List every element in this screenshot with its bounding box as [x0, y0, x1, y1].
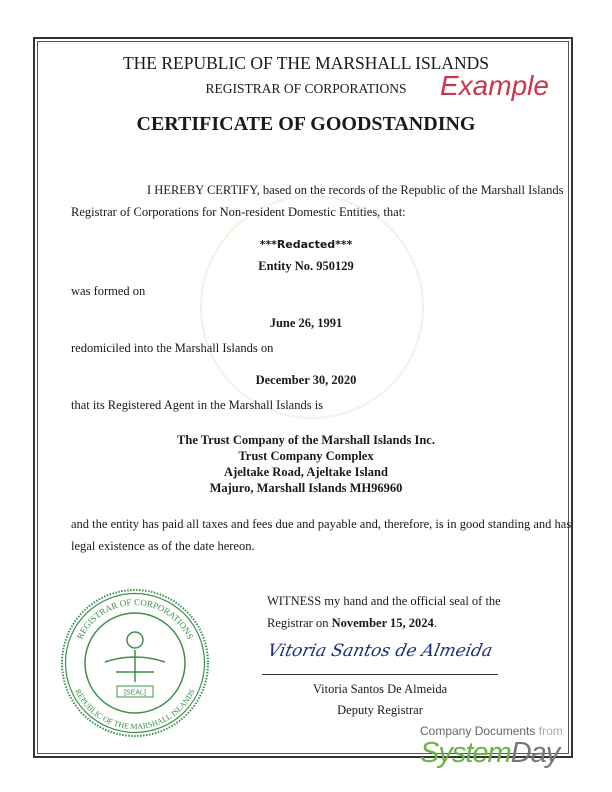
redomiciled-date: December 30, 2020 [255, 373, 357, 387]
entity-number: Entity No. 950129 [258, 259, 354, 273]
agent-address [0, 432, 612, 496]
formed-label: was formed on [71, 284, 146, 298]
intro-line-1: I HEREBY CERTIFY, based on the records of the Republic of the Marshall Islands [147, 183, 564, 197]
seal-center-label: [SEAL] [124, 689, 146, 697]
country-heading: THE REPUBLIC OF THE MARSHALL ISLANDS [122, 53, 490, 73]
witness-date: November 15, 2024 [331, 616, 434, 630]
entity-name: ***Redacted*** [259, 238, 353, 251]
logo-brand-b: Day [510, 737, 560, 769]
logo-top-suffix: from [538, 724, 563, 738]
seal-bottom-text: REPUBLIC OF THE MARSHALL ISLANDS [73, 687, 197, 732]
certificate-title: CERTIFICATE OF GOODSTANDING [136, 113, 476, 135]
signature-line [262, 674, 498, 675]
example-stamp: Example [440, 70, 549, 101]
systemday-logo [420, 724, 570, 768]
signature: Vitoria Santos de Almeida [265, 641, 495, 661]
standing-line-2: legal existence as of the date hereon. [71, 539, 255, 553]
registrar-seal [60, 588, 210, 738]
witness-line-1: WITNESS my hand and the official seal of the [267, 594, 501, 608]
signatory-role: Deputy Registrar [337, 703, 423, 717]
agent-line: Ajeltake Road, Ajeltake Island [224, 465, 388, 479]
agent-line: Majuro, Marshall Islands MH96960 [209, 481, 403, 495]
logo-top-text: Company Documents [420, 724, 536, 738]
witness-suffix: . [433, 616, 437, 630]
agent-line: The Trust Company of the Marshall Islands Inc. [177, 433, 435, 447]
signatory-name: Vitoria Santos De Almeida [312, 682, 448, 696]
witness-line-2 [267, 614, 437, 632]
intro-line-2: Registrar of Corporations for Non-resident Domestic Entities, that: [71, 205, 406, 219]
standing-line-1: and the entity has paid all taxes and fees due and payable and, therefore, is in good standing and has [71, 517, 572, 531]
seal-top-text: REGISTRAR OF CORPORATIONS [74, 597, 196, 641]
registrar-heading: REGISTRAR OF CORPORATIONS [205, 81, 407, 96]
agent-line: Trust Company Complex [238, 449, 374, 463]
formed-date: June 26, 1991 [269, 316, 343, 330]
agent-label: that its Registered Agent in the Marshall Islands is [71, 398, 324, 412]
redomiciled-label: redomiciled into the Marshall Islands on [71, 341, 274, 355]
logo-brand-a: System [420, 737, 511, 769]
witness-prefix: Registrar on [267, 616, 332, 630]
